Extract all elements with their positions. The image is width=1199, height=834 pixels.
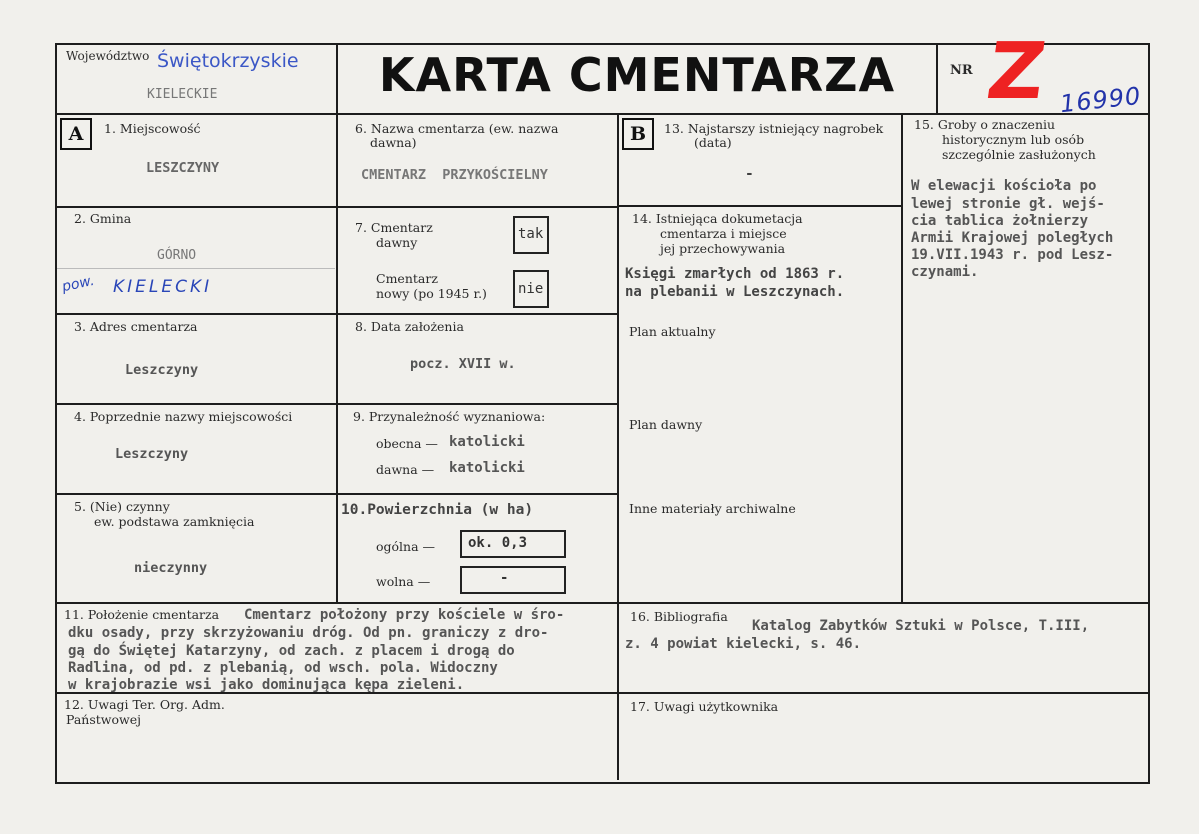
field-10-total-value: ok. 0,3 bbox=[468, 535, 528, 551]
field-7-new-box bbox=[513, 270, 549, 308]
field-15-line-2: lewej stronie gł. wejś- bbox=[911, 196, 1105, 212]
field-2-label: 2. Gmina bbox=[74, 211, 132, 226]
field-15-sublabel-1: historycznym lub osób bbox=[942, 132, 1085, 147]
field-5-value: nieczynny bbox=[134, 560, 208, 576]
voivodeship-stamp: Świętokrzyskie bbox=[157, 50, 299, 72]
field-10-label: 10.Powierzchnia (w ha) bbox=[341, 502, 534, 518]
field-10-free-box bbox=[460, 566, 566, 594]
field-14-label: 14. Istniejąca dokumetacja bbox=[632, 211, 803, 226]
field-15-line-3: cia tablica żołnierzy bbox=[911, 213, 1089, 229]
field-7-label: 7. Cmentarz bbox=[355, 220, 433, 235]
field-9-current-value: katolicki bbox=[449, 434, 525, 450]
field-10-free-label: wolna — bbox=[376, 574, 431, 589]
field-14-sublabel-2: jej przechowywania bbox=[660, 241, 786, 256]
plan-old-label: Plan dawny bbox=[629, 417, 703, 432]
field-17-label: 17. Uwagi użytkownika bbox=[630, 699, 779, 714]
field-5-sublabel: ew. podstawa zamknięcia bbox=[94, 514, 255, 529]
field-13-label: 13. Najstarszy istniejący nagrobek bbox=[664, 121, 884, 136]
field-12-label: 12. Uwagi Ter. Org. Adm. bbox=[64, 697, 225, 712]
field-10-total-box bbox=[460, 530, 566, 558]
field-2-hand-value: KIELECKI bbox=[113, 277, 213, 297]
field-14-line-1: Księgi zmarłych od 1863 r. bbox=[625, 266, 845, 282]
page-title: KARTA CMENTARZA bbox=[378, 48, 896, 102]
field-7-old-label: dawny bbox=[376, 235, 418, 250]
divider bbox=[55, 313, 618, 315]
field-14-sublabel-1: cmentarza i miejsce bbox=[660, 226, 787, 241]
field-7-old-value: tak bbox=[518, 226, 544, 242]
field-2-value: GÓRNO bbox=[157, 248, 197, 263]
field-16-label: 16. Bibliografia bbox=[630, 609, 728, 624]
field-9-label: 9. Przynależność wyznaniowa: bbox=[353, 409, 546, 424]
field-8-value: pocz. XVII w. bbox=[410, 356, 516, 372]
field-11-line-3: gą do Świętej Katarzyny, od zach. z placem i drogą do bbox=[68, 643, 515, 659]
field-11-line-2: dku osady, przy skrzyżowaniu dróg. Od pn. graniczy z dro- bbox=[68, 625, 549, 641]
section-b-marker: B bbox=[622, 118, 654, 150]
field-15-line-5: 19.VII.1943 r. pod Lesz- bbox=[911, 247, 1114, 263]
field-11-line-4: Radlina, od pd. z plebanią, od wsch. pola. Widoczny bbox=[68, 660, 498, 676]
field-3-value: Leszczyny bbox=[125, 362, 199, 378]
field-14-line-2: na plebanii w Leszczynach. bbox=[625, 284, 845, 300]
field-3-label: 3. Adres cmentarza bbox=[74, 319, 198, 334]
field-12-sublabel: Państwowej bbox=[66, 712, 141, 727]
field-13-sublabel: (data) bbox=[694, 135, 732, 150]
field-1-label: 1. Miejscowość bbox=[104, 121, 201, 136]
field-2-hand-prefix: pow. bbox=[60, 272, 96, 296]
field-6-label: 6. Nazwa cmentarza (ew. nazwa bbox=[355, 121, 559, 136]
nr-label: NR bbox=[950, 63, 973, 78]
field-6-sublabel: dawna) bbox=[370, 135, 417, 150]
divider bbox=[55, 602, 1148, 604]
other-materials-label: Inne materiały archiwalne bbox=[629, 501, 796, 516]
field-4-label: 4. Poprzednie nazwy miejscowości bbox=[74, 409, 293, 424]
field-9-current-label: obecna — bbox=[376, 436, 438, 451]
divider bbox=[55, 403, 618, 405]
field-11-label: 11. Położenie cmentarza bbox=[64, 607, 220, 622]
field-7-new-value: nie bbox=[518, 281, 544, 297]
field-1-value: LESZCZYNY bbox=[146, 160, 220, 176]
field-11-line-5: w krajobrazie wsi jako dominująca kępa zieleni. bbox=[68, 677, 465, 693]
nr-number: 16990 bbox=[1058, 81, 1143, 119]
divider bbox=[617, 205, 902, 207]
plan-current-label: Plan aktualny bbox=[629, 324, 716, 339]
field-15-line-1: W elewacji kościoła po bbox=[911, 178, 1097, 194]
divider bbox=[57, 268, 335, 269]
divider bbox=[936, 43, 938, 114]
field-7-new-label: Cmentarz bbox=[376, 271, 438, 286]
voivodeship-typed: KIELECKIE bbox=[147, 87, 218, 102]
field-16-line-2: z. 4 powiat kielecki, s. 46. bbox=[625, 636, 862, 652]
divider bbox=[55, 206, 618, 208]
field-5-label: 5. (Nie) czynny bbox=[74, 499, 170, 514]
field-15-sublabel-2: szczególnie zasłużonych bbox=[942, 147, 1096, 162]
field-8-label: 8. Data założenia bbox=[355, 319, 464, 334]
field-9-former-value: katolicki bbox=[449, 460, 525, 476]
field-15-label: 15. Groby o znaczeniu bbox=[914, 117, 1056, 132]
section-a-marker: A bbox=[60, 118, 92, 150]
divider bbox=[55, 493, 618, 495]
field-15-line-4: Armii Krajowej poległych bbox=[911, 230, 1114, 246]
field-6-value: CMENTARZ PRZYKOŚCIELNY bbox=[361, 167, 548, 183]
divider bbox=[617, 113, 619, 780]
divider bbox=[901, 113, 903, 603]
field-9-former-label: dawna — bbox=[376, 462, 435, 477]
field-15-line-6: czynami. bbox=[911, 264, 979, 280]
field-4-value: Leszczyny bbox=[115, 446, 189, 462]
field-10-total-label: ogólna — bbox=[376, 539, 436, 554]
field-13-value: - bbox=[745, 166, 754, 182]
voivodeship-label: Województwo bbox=[66, 49, 150, 63]
field-16-line-1: Katalog Zabytków Sztuki w Polsce, T.III, bbox=[752, 618, 1090, 634]
field-10-free-value: - bbox=[500, 570, 509, 586]
field-11-line-1: Cmentarz położony przy kościele w śro- bbox=[244, 607, 565, 623]
field-7-new-sublabel: nowy (po 1945 r.) bbox=[376, 286, 487, 301]
divider bbox=[336, 43, 338, 603]
field-7-old-box bbox=[513, 216, 549, 254]
nr-letter: Z bbox=[981, 27, 1051, 117]
